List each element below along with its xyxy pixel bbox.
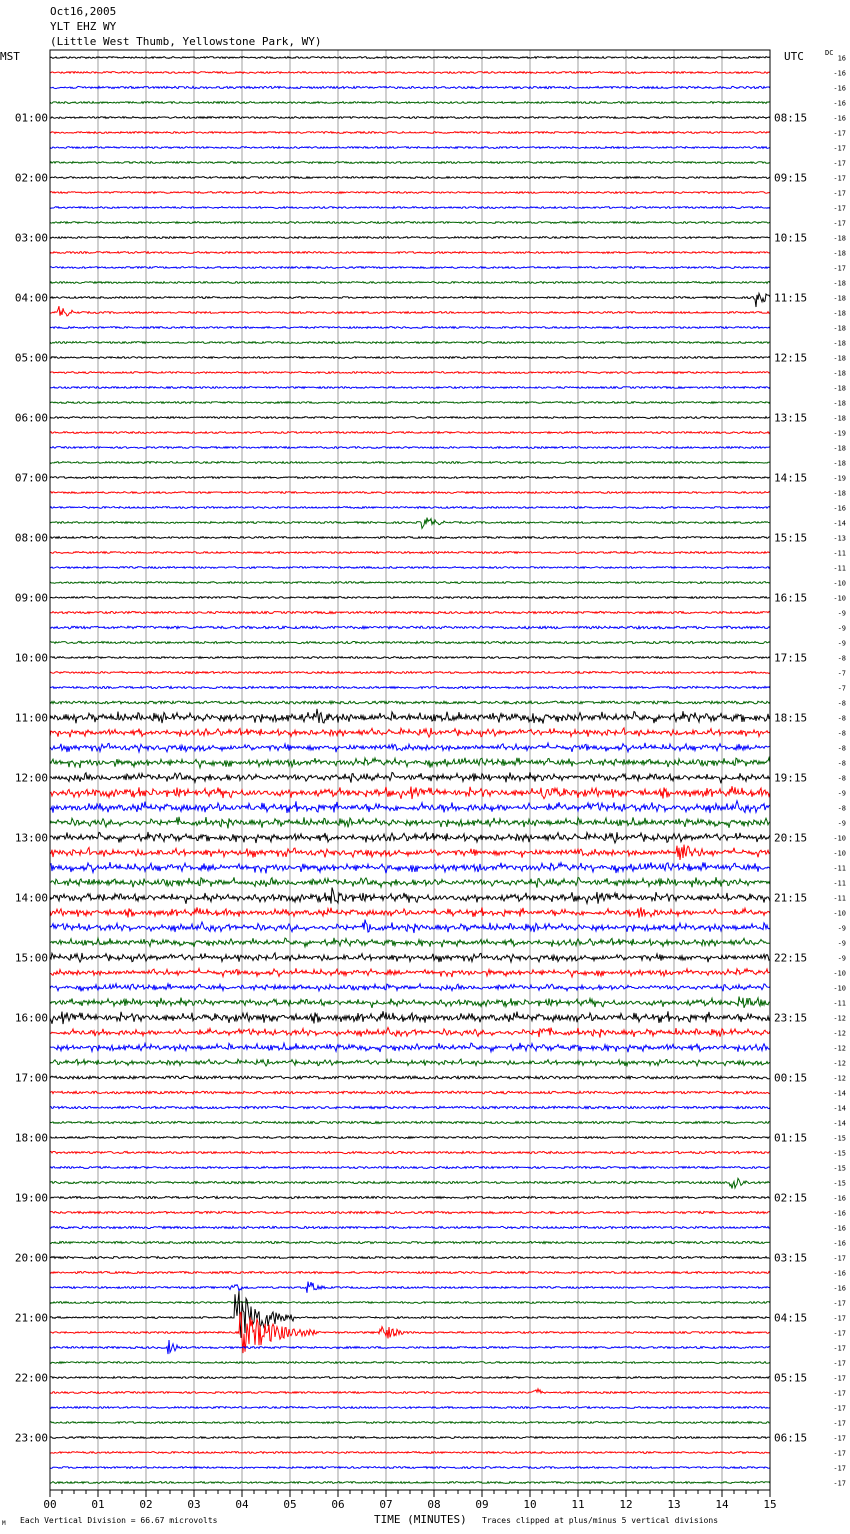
- dc-offset-value: -16: [833, 504, 846, 513]
- dc-offset-value: -16: [833, 114, 846, 123]
- x-tick-label: 05: [283, 1498, 297, 1511]
- x-axis-title: TIME (MINUTES): [374, 1513, 467, 1526]
- dc-offset-value: -19: [833, 429, 846, 438]
- mst-hour-label: 16:00: [14, 1011, 48, 1025]
- seismic-trace-92: [50, 1422, 770, 1424]
- dc-offset-value: -16: [833, 1209, 846, 1218]
- seismic-trace-20: [50, 342, 770, 344]
- dc-offset-value: -17: [833, 1449, 846, 1458]
- utc-hour-label: 04:15: [774, 1311, 808, 1325]
- seismic-trace-14: [50, 252, 770, 254]
- mst-hour-label: 13:00: [14, 831, 48, 845]
- seismic-trace-9: [50, 177, 770, 179]
- seismic-trace-36: [50, 582, 770, 584]
- dc-offset-header: DC: [825, 49, 834, 57]
- seismic-trace-69: [50, 1076, 770, 1079]
- dc-offset-value: -17: [833, 1434, 846, 1443]
- dc-offset-value: -12: [833, 1059, 846, 1068]
- mst-hour-label: 04:00: [14, 291, 48, 305]
- dc-offset-value: -16: [833, 99, 846, 108]
- seismic-trace-19: [50, 327, 770, 329]
- seismic-trace-43: [50, 686, 770, 688]
- seismic-trace-83: [50, 1282, 770, 1293]
- utc-hour-label: 11:15: [774, 291, 808, 305]
- time-gridlines: [98, 50, 722, 1490]
- dc-offset-value: -17: [833, 1314, 846, 1323]
- dc-offset-value: -10: [833, 579, 846, 588]
- seismic-traces: [50, 57, 770, 1484]
- mst-hour-label: 12:00: [14, 771, 48, 785]
- dc-offset-value: -9: [837, 624, 846, 633]
- seismic-trace-94: [50, 1452, 770, 1454]
- seismic-trace-21: [50, 357, 770, 359]
- time-axis: [43, 1490, 776, 1511]
- seismic-trace-60: [50, 938, 770, 947]
- dc-offset-value: -12: [833, 1044, 846, 1053]
- dc-offset-value: -14: [833, 1119, 846, 1128]
- seismic-trace-64: [50, 997, 770, 1008]
- dc-offset-value: -15: [833, 1134, 846, 1143]
- seismic-trace-28: [50, 462, 770, 464]
- dc-offset-value: -17: [833, 1374, 846, 1383]
- seismic-trace-37: [50, 597, 770, 599]
- dc-offset-value: -8: [837, 714, 846, 723]
- seismic-trace-50: [50, 786, 770, 799]
- dc-offset-value: -9: [837, 924, 846, 933]
- mst-hour-label: 06:00: [14, 411, 48, 425]
- seismic-trace-26: [50, 432, 770, 434]
- dc-offset-value: -18: [833, 234, 846, 243]
- seismic-trace-56: [50, 877, 770, 887]
- dc-offset-value: -15: [833, 1164, 846, 1173]
- seismic-trace-4: [50, 102, 770, 104]
- dc-offset-value: -17: [833, 159, 846, 168]
- mst-hour-label: 17:00: [14, 1071, 48, 1085]
- seismic-trace-42: [50, 672, 770, 674]
- seismic-trace-6: [50, 132, 770, 134]
- dc-offset-value: -18: [833, 399, 846, 408]
- dc-offset-value: -8: [837, 774, 846, 783]
- utc-hour-label: 14:15: [774, 471, 808, 485]
- dc-offset-value: -18: [833, 354, 846, 363]
- mst-hour-label: 20:00: [14, 1251, 48, 1265]
- dc-offset-value: -18: [833, 309, 846, 318]
- dc-offset-value: -8: [837, 699, 846, 708]
- seismic-trace-57: [50, 888, 770, 904]
- utc-hour-label: 12:15: [774, 351, 808, 365]
- seismic-trace-45: [50, 709, 770, 724]
- dc-offset-value: -15: [833, 1149, 846, 1158]
- utc-hour-label: 06:15: [774, 1431, 808, 1445]
- seismic-trace-52: [50, 817, 770, 829]
- seismic-trace-89: [50, 1377, 770, 1379]
- dc-offset-value: -10: [833, 909, 846, 918]
- seismic-trace-13: [50, 237, 770, 239]
- dc-offset-value: -12: [833, 1029, 846, 1038]
- utc-hour-label: 00:15: [774, 1071, 808, 1085]
- mst-hour-label: 10:00: [14, 651, 48, 665]
- seismic-trace-51: [50, 801, 770, 813]
- dc-offset-value: -10: [833, 834, 846, 843]
- dc-offset-value: -14: [833, 1104, 846, 1113]
- seismic-trace-63: [50, 984, 770, 992]
- seismic-trace-91: [50, 1407, 770, 1409]
- seismic-trace-82: [50, 1272, 770, 1274]
- x-tick-label: 08: [427, 1498, 441, 1511]
- seismic-trace-96: [50, 1482, 770, 1484]
- dc-offset-value: -9: [837, 609, 846, 618]
- seismic-trace-35: [50, 567, 770, 569]
- x-tick-label: 09: [475, 1498, 489, 1511]
- mst-hour-label: 22:00: [14, 1371, 48, 1385]
- dc-offset-value: -13: [833, 534, 846, 543]
- record-date: Oct16,2005: [50, 5, 117, 18]
- seismic-trace-74: [50, 1151, 770, 1153]
- clipping-note: Traces clipped at plus/minus 5 vertical divisions: [482, 1516, 719, 1525]
- mst-hour-label: 05:00: [14, 351, 48, 365]
- dc-offset-value: -18: [833, 324, 846, 333]
- utc-hour-label: 17:15: [774, 651, 808, 665]
- seismic-trace-73: [50, 1137, 770, 1139]
- seismic-trace-59: [50, 920, 770, 933]
- seismic-trace-15: [50, 267, 770, 269]
- seismic-trace-84: [50, 1302, 770, 1304]
- dc-offset-value: -17: [833, 1344, 846, 1353]
- seismic-trace-88: [50, 1362, 770, 1364]
- seismic-trace-72: [50, 1121, 770, 1123]
- seismic-trace-2: [50, 72, 770, 74]
- seismic-trace-68: [50, 1059, 770, 1066]
- dc-offset-value: -16: [833, 1194, 846, 1203]
- dc-offset-value: -18: [833, 369, 846, 378]
- seismic-trace-7: [50, 147, 770, 149]
- seismic-trace-39: [50, 626, 770, 629]
- x-tick-label: 11: [571, 1498, 585, 1511]
- dc-offset-value: -18: [833, 339, 846, 348]
- seismic-trace-85: [50, 1291, 770, 1338]
- vertical-scale-note: Each Vertical Division = 66.67 microvolts: [20, 1516, 218, 1525]
- dc-offset-value: -12: [833, 1074, 846, 1083]
- dc-offset-value: -16: [833, 1224, 846, 1233]
- mst-hour-label: 03:00: [14, 231, 48, 245]
- utc-hour-label: 03:15: [774, 1251, 808, 1265]
- utc-hour-label: 01:15: [774, 1131, 808, 1145]
- dc-offset-value: -17: [833, 204, 846, 213]
- dc-offset-value: -16: [833, 69, 846, 78]
- dc-offset-value: -14: [833, 1089, 846, 1098]
- dc-offset-value: -17: [833, 1299, 846, 1308]
- seismic-trace-32: [50, 518, 770, 529]
- seismic-trace-16: [50, 282, 770, 284]
- seismic-trace-5: [50, 117, 770, 119]
- dc-offset-value: -10: [833, 969, 846, 978]
- dc-offset-value: -17: [833, 1389, 846, 1398]
- seismic-trace-23: [50, 387, 770, 389]
- mst-hour-label: 19:00: [14, 1191, 48, 1205]
- dc-offset-value: -18: [833, 444, 846, 453]
- seismic-trace-3: [50, 86, 770, 88]
- seismic-trace-81: [50, 1257, 770, 1259]
- utc-hour-label: 22:15: [774, 951, 808, 965]
- seismic-trace-48: [50, 758, 770, 768]
- seismic-trace-46: [50, 728, 770, 737]
- seismic-trace-66: [50, 1028, 770, 1038]
- dc-offset-value: -19: [833, 474, 846, 483]
- dc-offset-value: -17: [833, 1419, 846, 1428]
- utc-hour-label: 19:15: [774, 771, 808, 785]
- seismic-trace-67: [50, 1043, 770, 1052]
- x-tick-label: 02: [139, 1498, 153, 1511]
- dc-offset-value: -16: [833, 1269, 846, 1278]
- seismic-trace-90: [50, 1389, 770, 1394]
- corner-mark: M: [2, 1520, 6, 1527]
- mst-hour-label: 11:00: [14, 711, 48, 725]
- seismic-trace-27: [50, 447, 770, 449]
- seismic-trace-71: [50, 1106, 770, 1108]
- dc-offset-value: -9: [837, 789, 846, 798]
- dc-offset-value: -16: [833, 84, 846, 93]
- utc-hour-label: 09:15: [774, 171, 808, 185]
- dc-offset-value: -8: [837, 729, 846, 738]
- dc-offset-value: -11: [833, 879, 846, 888]
- dc-offset-value: -17: [833, 219, 846, 228]
- seismic-trace-25: [50, 417, 770, 419]
- seismic-trace-1: [50, 57, 770, 59]
- x-tick-label: 12: [619, 1498, 633, 1511]
- dc-offset-value: -18: [833, 384, 846, 393]
- seismic-trace-53: [50, 832, 770, 843]
- seismic-trace-44: [50, 701, 770, 704]
- mst-hour-label: 15:00: [14, 951, 48, 965]
- seismic-trace-18: [50, 306, 770, 316]
- dc-offset-value: -11: [833, 564, 846, 573]
- dc-offset-value: -7: [837, 684, 846, 693]
- dc-offset-value: -17: [833, 189, 846, 198]
- seismic-trace-17: [50, 293, 770, 307]
- dc-offset-value: -18: [833, 489, 846, 498]
- seismic-trace-31: [50, 507, 770, 509]
- seismic-trace-12: [50, 222, 770, 224]
- dc-offset-value: -7: [837, 669, 846, 678]
- seismic-trace-79: [50, 1226, 770, 1228]
- seismic-trace-38: [50, 611, 770, 613]
- dc-offset-value: -17: [833, 1359, 846, 1368]
- seismic-trace-58: [50, 907, 770, 917]
- dc-offset-value: -8: [837, 744, 846, 753]
- seismic-trace-33: [50, 537, 770, 539]
- x-tick-label: 00: [43, 1498, 57, 1511]
- seismic-trace-24: [50, 402, 770, 404]
- mst-hour-label: 14:00: [14, 891, 48, 905]
- seismic-trace-55: [50, 862, 770, 873]
- mst-hour-label: 07:00: [14, 471, 48, 485]
- utc-hour-label: 20:15: [774, 831, 808, 845]
- dc-offset-value: -18: [833, 459, 846, 468]
- dc-offset-value: -15: [833, 1179, 846, 1188]
- seismic-trace-49: [50, 772, 770, 783]
- x-tick-label: 03: [187, 1498, 201, 1511]
- seismic-trace-29: [50, 477, 770, 479]
- seismic-trace-41: [50, 657, 770, 659]
- utc-hour-label: 18:15: [774, 711, 808, 725]
- seismic-trace-8: [50, 162, 770, 164]
- dc-offset-value: -17: [833, 264, 846, 273]
- dc-offset-value: -10: [833, 849, 846, 858]
- x-tick-label: 15: [763, 1498, 777, 1511]
- x-tick-label: 07: [379, 1498, 393, 1511]
- dc-offset-value: -8: [837, 759, 846, 768]
- dc-offset-value: -11: [833, 864, 846, 873]
- utc-hour-label: 21:15: [774, 891, 808, 905]
- dc-offset-value: -18: [833, 249, 846, 258]
- x-tick-label: 04: [235, 1498, 249, 1511]
- x-tick-label: 01: [91, 1498, 105, 1511]
- dc-offset-value: -9: [837, 819, 846, 828]
- dc-offset-value: -16: [833, 1239, 846, 1248]
- mst-hour-label: 18:00: [14, 1131, 48, 1145]
- dc-offset-value: -17: [833, 129, 846, 138]
- dc-offset-value: -18: [833, 279, 846, 288]
- seismic-trace-95: [50, 1467, 770, 1469]
- seismic-trace-80: [50, 1241, 770, 1243]
- seismic-trace-30: [50, 492, 770, 494]
- seismic-trace-34: [50, 552, 770, 554]
- seismic-trace-77: [50, 1196, 770, 1198]
- x-tick-label: 10: [523, 1498, 537, 1511]
- seismic-trace-70: [50, 1091, 770, 1094]
- x-tick-label: 06: [331, 1498, 345, 1511]
- utc-hour-label: 08:15: [774, 111, 808, 125]
- dc-offset-value: -18: [833, 414, 846, 423]
- seismic-trace-75: [50, 1167, 770, 1169]
- mst-hour-label: 01:00: [14, 111, 48, 125]
- seismic-trace-40: [50, 641, 770, 643]
- dc-offset-value: -11: [833, 549, 846, 558]
- seismic-trace-87: [50, 1340, 770, 1354]
- utc-hour-label: 10:15: [774, 231, 808, 245]
- dc-offset-value: -17: [833, 1254, 846, 1263]
- mst-hour-label: 21:00: [14, 1311, 48, 1325]
- dc-offset-value: -17: [833, 1464, 846, 1473]
- dc-offset-value: -10: [833, 594, 846, 603]
- seismic-trace-76: [50, 1178, 770, 1188]
- dc-offset-value: -17: [833, 144, 846, 153]
- seismic-trace-22: [50, 372, 770, 374]
- dc-offset-value: -10: [833, 984, 846, 993]
- x-tick-label: 13: [667, 1498, 681, 1511]
- seismic-trace-54: [50, 845, 770, 860]
- seismic-trace-78: [50, 1211, 770, 1213]
- station-code: YLT EHZ WY: [50, 20, 117, 33]
- dc-offset-value: -17: [833, 174, 846, 183]
- dc-offset-value: -11: [833, 894, 846, 903]
- mst-hour-label: 02:00: [14, 171, 48, 185]
- utc-hour-label: 23:15: [774, 1011, 808, 1025]
- utc-hour-label: 13:15: [774, 411, 808, 425]
- dc-offset-value: -17: [833, 1479, 846, 1488]
- utc-hour-label: 02:15: [774, 1191, 808, 1205]
- dc-offset-value: -12: [833, 1014, 846, 1023]
- mst-hour-label: 08:00: [14, 531, 48, 545]
- mst-hour-label: 09:00: [14, 591, 48, 605]
- right-timezone-label: UTC: [784, 50, 804, 63]
- dc-offset-value: 16: [837, 54, 846, 63]
- utc-hour-label: 05:15: [774, 1371, 808, 1385]
- dc-offset-value: -14: [833, 519, 846, 528]
- dc-offset-value: -8: [837, 804, 846, 813]
- dc-offset-value: -8: [837, 654, 846, 663]
- seismic-trace-65: [50, 1011, 770, 1024]
- seismic-trace-11: [50, 207, 770, 209]
- dc-offset-value: -11: [833, 999, 846, 1008]
- seismic-trace-93: [50, 1437, 770, 1439]
- dc-offset-value: -16: [833, 1284, 846, 1293]
- dc-offset-value: -9: [837, 939, 846, 948]
- seismic-trace-47: [50, 743, 770, 752]
- dc-offset-value: -17: [833, 1404, 846, 1413]
- left-timezone-label: MST: [0, 50, 20, 63]
- seismic-trace-62: [50, 968, 770, 977]
- dc-offset-value: -17: [833, 1329, 846, 1338]
- utc-hour-label: 16:15: [774, 591, 808, 605]
- dc-offset-value: -9: [837, 639, 846, 648]
- utc-hour-label: 15:15: [774, 531, 808, 545]
- seismic-trace-10: [50, 192, 770, 194]
- x-tick-label: 14: [715, 1498, 729, 1511]
- dc-offset-value: -18: [833, 294, 846, 303]
- mst-hour-label: 23:00: [14, 1431, 48, 1445]
- seismic-trace-61: [50, 953, 770, 962]
- dc-offset-value: -9: [837, 954, 846, 963]
- station-location: (Little West Thumb, Yellowstone Park, WY): [50, 35, 322, 48]
